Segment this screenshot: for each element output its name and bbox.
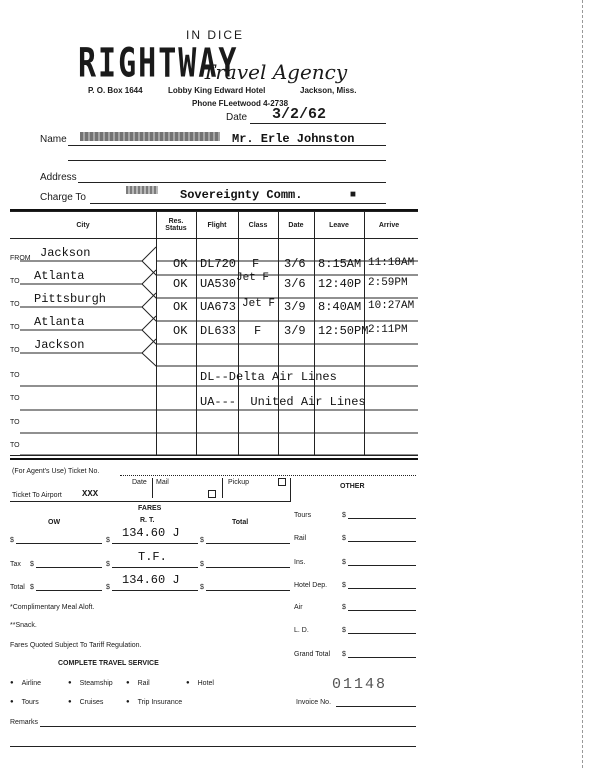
other-dollar: $ [342,512,346,519]
total-dollar: $ [200,537,204,544]
airport-mark: XXX [82,489,99,499]
row-city: Pittsburgh [34,292,107,306]
row-class: Jet F [242,298,276,310]
row-city: Jackson [40,246,91,260]
tax-value: T.F. [138,550,167,564]
row-prefix: TO [10,419,20,426]
name-value: Mr. Erle Johnston [232,132,355,146]
fares-title: FARES [138,505,162,512]
other-dollar: $ [342,559,346,566]
row-class: F [254,324,262,338]
date-field-label: Date [132,479,147,486]
row-status: OK [173,277,188,291]
total-value: 134.60 J [122,573,180,587]
services-title: COMPLETE TRAVEL SERVICE [58,660,159,667]
agent-use-label: (For Agent's Use) Ticket No. [12,468,100,475]
row-prefix: TO [10,395,20,402]
mail-label: Mail [156,479,169,486]
tax-rt-dollar: $ [106,561,110,568]
row-status: OK [173,324,188,338]
brand-logo: RIGHTWAY [78,40,239,88]
date-value: 3/2/62 [272,106,327,123]
col-leave: Leave [329,222,349,229]
tax-dollar: $ [30,561,34,568]
other-title: OTHER [340,483,365,490]
mail-checkbox[interactable] [208,490,216,498]
row-prefix: FROM [10,255,31,262]
ow-dollar: $ [10,537,14,544]
note-meal: *Complimentary Meal Aloft. [10,604,95,611]
other-ld: L. D. [294,627,309,634]
row-leave: 12:40P [318,277,362,291]
lobby-address: Lobby King Edward Hotel [168,86,266,95]
fares-ow: OW [48,519,61,526]
other-dollar: $ [342,582,346,589]
note-snack: **Snack. [10,622,37,629]
other-tours: Tours [294,512,312,519]
brand-script: Travel Agency [202,60,348,84]
invoice-label: Invoice No. [296,699,332,706]
other-dollar: $ [342,651,346,658]
other-rail: Rail [294,535,307,542]
other-grand-total: Grand Total [294,651,331,658]
remarks-label: Remarks [10,719,39,726]
row-prefix: TO [10,324,20,331]
row-status: OK [173,300,188,314]
charge-mark: ■ [350,190,357,201]
row-arrive: 10:27AM [368,300,415,312]
charge-value: Sovereignty Comm. [180,188,303,202]
col-city: City [76,222,90,229]
pickup-checkbox[interactable] [278,478,286,486]
row-date: 3/9 [284,324,306,338]
fares-total-hdr: Total [232,519,249,526]
row-flight: DL633 [200,324,237,338]
rt-value: 134.60 J [122,526,180,540]
note-tariff: Fares Quoted Subject To Tariff Regulation. [10,642,142,649]
remarks-line [40,726,416,727]
col-arrive: Arrive [378,222,400,229]
service-cruises: ● Cruises [68,699,103,706]
service-trip-insurance: ● Trip Insurance [126,699,182,706]
service-airline: ● Airline [10,680,41,687]
row-prefix: TO [10,442,20,449]
row-status: OK [173,257,188,271]
service-tours: ● Tours [10,699,39,706]
row-leave: 12:50PM [318,324,369,338]
other-dollar: $ [342,535,346,542]
other-ins: Ins. [294,559,306,566]
service-steamship: ● Steamship [68,680,113,687]
row-leave: 8:15AM [318,257,362,271]
row-date: 3/9 [284,300,306,314]
airline-note-delta: DL--Delta Air Lines [200,370,337,384]
row-date: 3/6 [284,257,306,271]
tax-total-dollar: $ [200,561,204,568]
airport-label: Ticket To Airport [12,492,62,499]
row-flight: UA530 [200,277,237,291]
charge-label: Charge To [40,192,86,203]
row-city: Atlanta [34,315,85,329]
airline-note-united: UA--- United Air Lines [200,395,366,409]
other-hotel-dep: Hotel Dep. [294,582,328,589]
row-prefix: TO [10,372,20,379]
row-arrows [0,0,420,460]
row-city: Jackson [34,338,85,352]
service-hotel: ● Hotel [186,680,214,687]
remarks-line-2 [10,746,416,747]
row-flight: UA673 [200,300,237,314]
row-city: Atlanta [34,269,85,283]
rt-dollar: $ [106,537,110,544]
other-dollar: $ [342,627,346,634]
total-ow-dollar: $ [30,584,34,591]
ticket-no-line [120,475,416,476]
fares-rt: R. T. [140,517,155,524]
service-rail: ● Rail [126,680,150,687]
row-prefix: TO [10,301,20,308]
date-label: Date [226,112,248,123]
total-total-dollar: $ [200,584,204,591]
city-state: Jackson, Miss. [300,86,357,95]
tax-label: Tax [10,561,21,568]
row-class: Jet F [236,272,270,284]
page-edge [582,0,583,768]
row-flight: DL720 [200,257,237,271]
pickup-label: Pickup [228,479,250,486]
col-res-status: Res. Status [165,218,187,232]
row-prefix: TO [10,278,20,285]
col-date: Date [288,222,304,229]
total-rt-dollar: $ [106,584,110,591]
row-class: F [252,257,260,271]
row-date: 3/6 [284,277,306,291]
other-air: Air [294,604,303,611]
row-prefix: TO [10,347,20,354]
invoice-number: 01148 [332,676,388,693]
name-label: Name [40,134,67,145]
invoice-title: IN DICE [186,28,245,42]
total-label: Total [10,584,25,591]
row-arrive: 11:18AM [368,257,415,269]
row-arrive: 2:59PM [368,277,408,289]
col-class: Class [248,222,268,229]
row-arrive: 2:11PM [368,324,408,336]
address-label: Address [40,172,77,183]
other-dollar: $ [342,604,346,611]
phone: Phone FLeetwood 4-2738 [192,99,289,108]
po-box: P. O. Box 1644 [88,86,143,95]
row-leave: 8:40AM [318,300,362,314]
col-flight: Flight [207,222,227,229]
